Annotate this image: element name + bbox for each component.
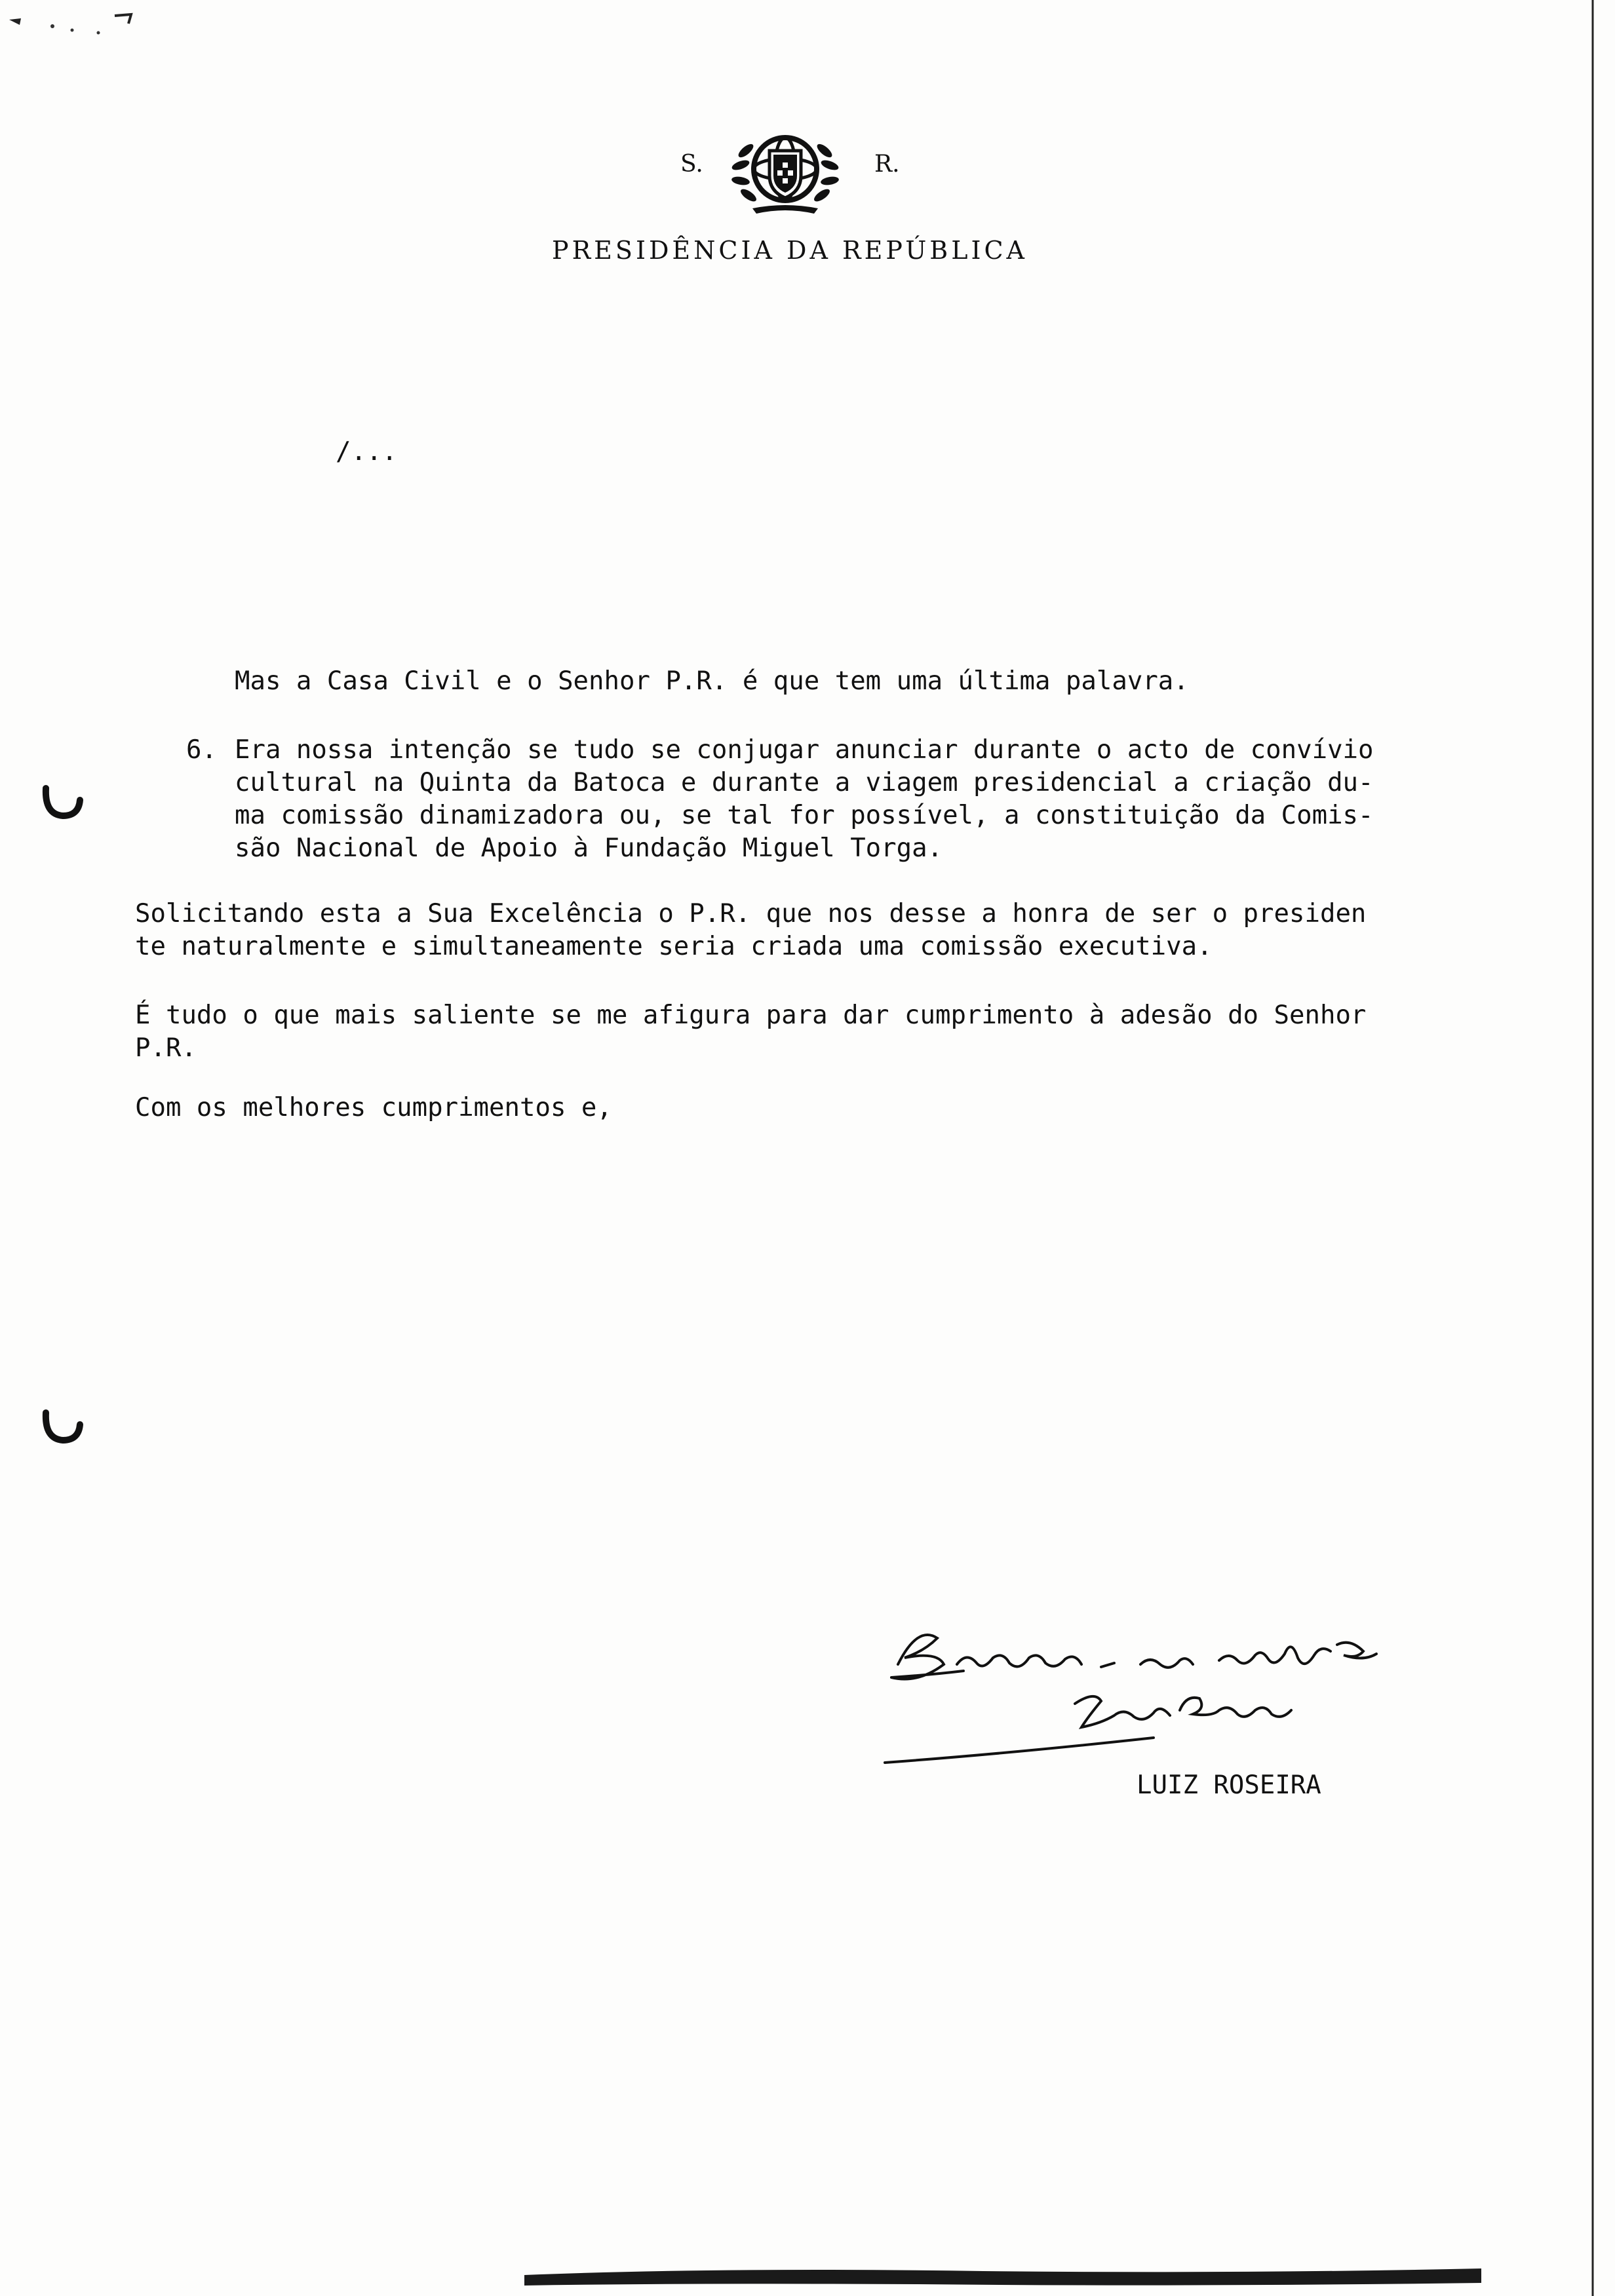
paragraph-line: Solicitando esta a Sua Excelência o P.R. que nos desse a honra de ser o presiden — [135, 899, 1367, 928]
item-6-line: ma comissão dinamizadora ou, se tal for possível, a constituição da Comis- — [235, 801, 1374, 830]
scan-edge-smudge — [524, 2261, 1481, 2287]
paragraph-line: É tudo o que mais saliente se me afigura para dar cumprimento à adesão do Senhor — [135, 1001, 1367, 1030]
item-6-line: cultural na Quinta da Batoca e durante a viagem presidencial a criação du- — [235, 768, 1374, 797]
page-edge-line — [1590, 0, 1595, 2296]
paragraph-summary — [135, 999, 1366, 1065]
paragraph-line: P.R. — [135, 1033, 197, 1063]
paragraph-line: te naturalmente e simultaneamente seria criada uma comissão executiva. — [135, 932, 1213, 961]
handwritten-signature — [878, 1612, 1481, 1782]
letterhead-s: S. — [680, 151, 703, 178]
letterhead — [0, 124, 1615, 275]
paragraph-last-word: Mas a Casa Civil e o Senhor P.R. é que tem uma última palavra. — [235, 666, 1189, 696]
organization-title: PRESIDÊNCIA DA REPÚBLICA — [552, 236, 1028, 265]
letterhead-r: R. — [874, 151, 900, 178]
item-6-body — [235, 734, 1374, 865]
signer-name: LUIZ ROSEIRA — [1137, 1770, 1321, 1800]
corner-specks — [7, 7, 138, 46]
paragraph-request — [135, 898, 1366, 963]
coat-of-arms-icon — [726, 124, 844, 216]
item-6-line: Era nossa intenção se tudo se conjugar anunciar durante o acto de convívio — [235, 735, 1374, 765]
item-6-line: são Nacional de Apoio à Fundação Miguel Torga. — [235, 833, 943, 863]
punch-hole-mark-icon — [39, 783, 85, 822]
punch-hole-mark-icon — [39, 1407, 85, 1447]
continuation-mark: /... — [336, 437, 397, 467]
closing-line: Com os melhores cumprimentos e, — [135, 1093, 612, 1122]
item-number: 6. — [186, 735, 217, 765]
